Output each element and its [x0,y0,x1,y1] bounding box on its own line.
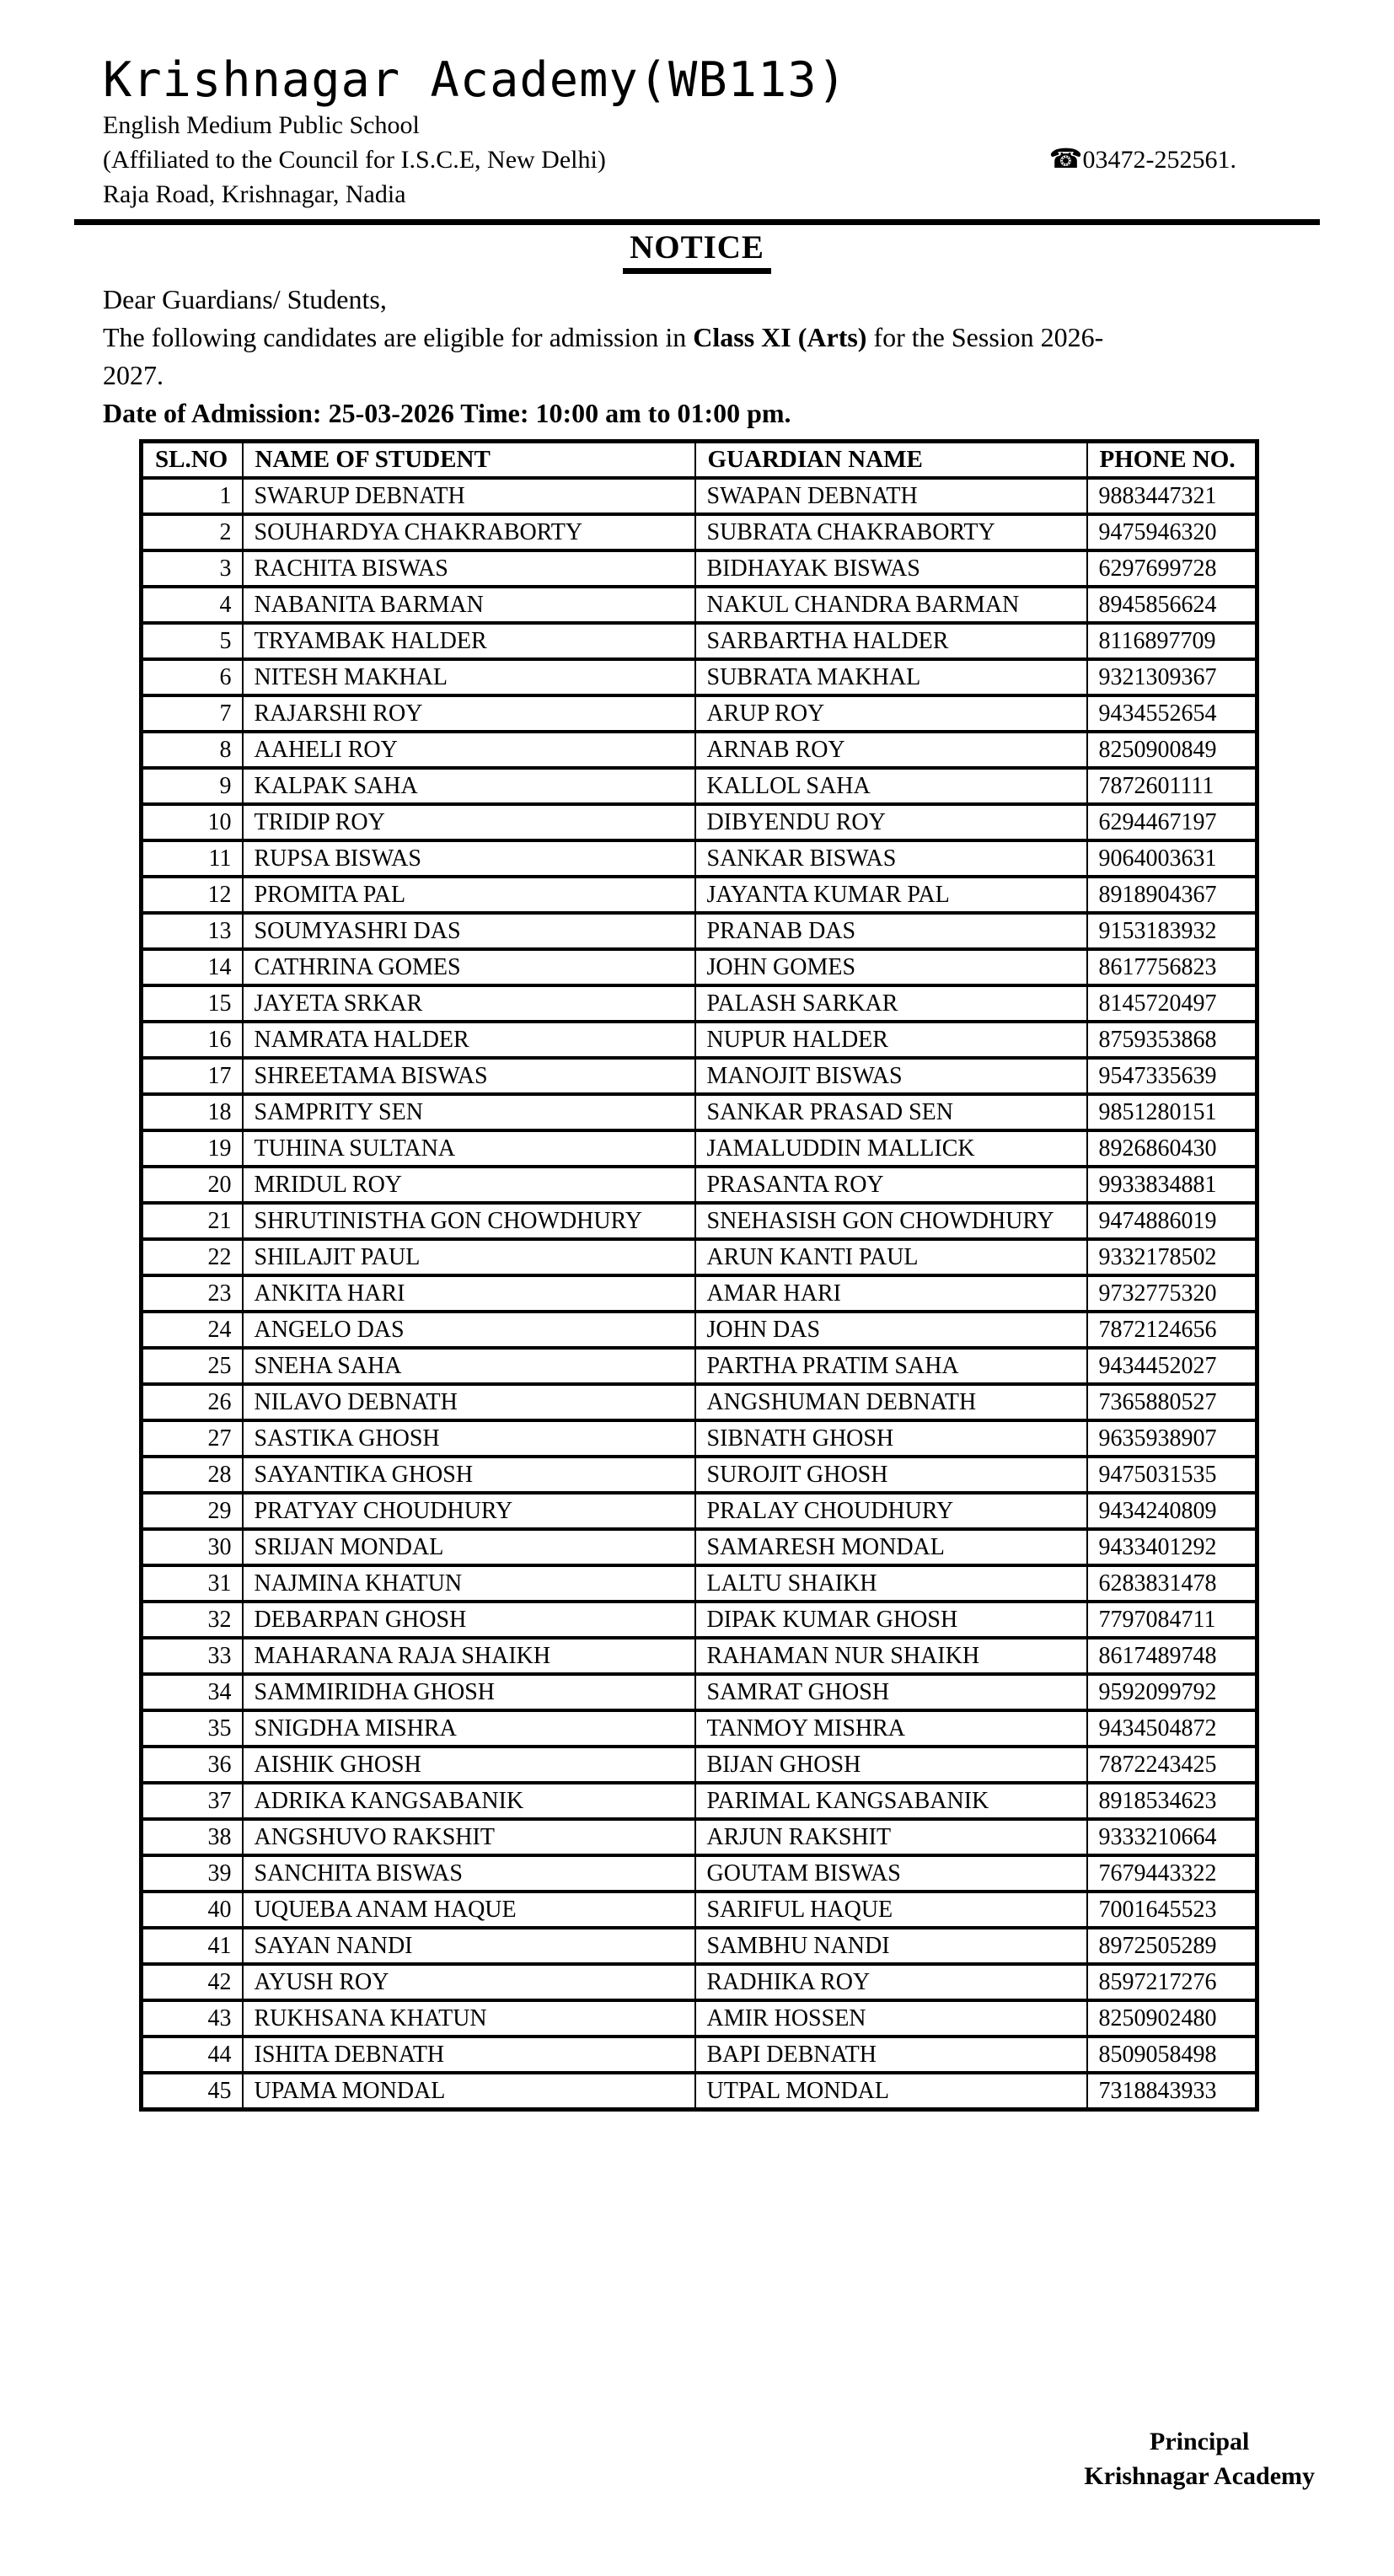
guardian-name-cell: LALTU SHAIKH [695,1565,1087,1602]
phone-cell: 9475031535 [1087,1457,1257,1493]
guardian-name-cell: SAMBHU NANDI [695,1928,1087,1964]
student-name-cell: SRIJAN MONDAL [243,1529,695,1565]
sl-no-cell: 22 [142,1239,243,1275]
guardian-name-cell: NAKUL CHANDRA BARMAN [695,587,1087,623]
guardian-name-cell: SUROJIT GHOSH [695,1457,1087,1493]
student-name-cell: SHREETAMA BISWAS [243,1058,695,1094]
affiliation-row [103,142,1236,177]
student-name-cell: PROMITA PAL [243,877,695,913]
guardian-name-cell: KALLOL SAHA [695,768,1087,804]
table-row [142,1783,1257,1819]
student-name-cell: NAMRATA HALDER [243,1022,695,1058]
sl-no-cell: 24 [142,1312,243,1348]
table-row [142,550,1257,587]
student-name-cell: PRATYAY CHOUDHURY [243,1493,695,1529]
phone-cell: 8759353868 [1087,1022,1257,1058]
intro-suffix: for the Session 2026- [866,322,1104,352]
sl-no-cell: 34 [142,1674,243,1710]
table-header-row [142,442,1257,479]
table-row [142,2037,1257,2073]
guardian-name-cell: SANKAR BISWAS [695,840,1087,877]
phone-cell: 7679443322 [1087,1855,1257,1892]
sl-no-cell: 33 [142,1638,243,1674]
table-row [142,1964,1257,2000]
table-row [142,1239,1257,1275]
phone-cell: 6283831478 [1087,1565,1257,1602]
sl-no-cell: 28 [142,1457,243,1493]
sl-no-cell: 37 [142,1783,243,1819]
school-address: Raja Road, Krishnagar, Nadia [103,180,406,208]
phone-cell: 9635938907 [1087,1420,1257,1457]
table-row [142,1384,1257,1420]
header-divider [74,219,1320,225]
sl-no-cell: 35 [142,1710,243,1747]
guardian-name-cell: RAHAMAN NUR SHAIKH [695,1638,1087,1674]
student-name-cell: MAHARANA RAJA SHAIKH [243,1638,695,1674]
intro-line2: 2027. [103,360,164,390]
student-name-cell: SOUMYASHRI DAS [243,913,695,949]
student-name-cell: ADRIKA KANGSABANIK [243,1783,695,1819]
student-name-cell: UPAMA MONDAL [243,2073,695,2110]
column-header-guardian-name: GUARDIAN NAME [695,442,1087,479]
intro-prefix: The following candidates are eligible for admission in [103,322,694,352]
sl-no-cell: 19 [142,1130,243,1167]
student-name-cell: RACHITA BISWAS [243,550,695,587]
phone-cell: 7872124656 [1087,1312,1257,1348]
table-row [142,659,1257,695]
phone-cell: 9434552654 [1087,695,1257,732]
table-row [142,1819,1257,1855]
guardian-name-cell: PARTHA PRATIM SAHA [695,1348,1087,1384]
table-row [142,623,1257,659]
phone-cell: 8145720497 [1087,985,1257,1022]
signatory-org: Krishnagar Academy [1084,2462,1315,2490]
phone-cell: 9321309367 [1087,659,1257,695]
phone-cell: 9475946320 [1087,514,1257,550]
table-row [142,1275,1257,1312]
sl-no-cell: 5 [142,623,243,659]
guardian-name-cell: BIDHAYAK BISWAS [695,550,1087,587]
sl-no-cell: 10 [142,804,243,840]
guardian-name-cell: SNEHASISH GON CHOWDHURY [695,1203,1087,1239]
school-phone [1049,142,1236,174]
affiliation-text: (Affiliated to the Council for I.S.C.E, New Delhi) [103,146,606,174]
guardian-name-cell: BAPI DEBNATH [695,2037,1087,2073]
sl-no-cell: 30 [142,1529,243,1565]
phone-cell: 9333210664 [1087,1819,1257,1855]
table-row [142,1602,1257,1638]
table-row [142,1855,1257,1892]
telephone-icon: ☎ [1048,143,1083,174]
guardian-name-cell: RADHIKA ROY [695,1964,1087,2000]
phone-cell: 9434452027 [1087,1348,1257,1384]
intro-bold-class: Class XI (Arts) [693,322,867,352]
notice-body [103,281,1316,432]
sl-no-cell: 41 [142,1928,243,1964]
phone-cell: 9434504872 [1087,1710,1257,1747]
table-row [142,1130,1257,1167]
guardian-name-cell: SAMRAT GHOSH [695,1674,1087,1710]
table-row [142,1493,1257,1529]
phone-cell: 8597217276 [1087,1964,1257,2000]
phone-cell: 6297699728 [1087,550,1257,587]
student-name-cell: AAHELI ROY [243,732,695,768]
student-name-cell: TRYAMBAK HALDER [243,623,695,659]
sl-no-cell: 4 [142,587,243,623]
student-name-cell: AISHIK GHOSH [243,1747,695,1783]
admission-date-line: Date of Admission: 25-03-2026 Time: 10:00 am to 01:00 pm. [103,398,791,428]
phone-cell: 8250902480 [1087,2000,1257,2037]
guardian-name-cell: DIPAK KUMAR GHOSH [695,1602,1087,1638]
phone-cell: 7872243425 [1087,1747,1257,1783]
student-name-cell: SAMMIRIDHA GHOSH [243,1674,695,1710]
guardian-name-cell: SIBNATH GHOSH [695,1420,1087,1457]
student-name-cell: SAYAN NANDI [243,1928,695,1964]
notice-title: NOTICE [623,228,771,274]
sl-no-cell: 29 [142,1493,243,1529]
signature-block [1084,2424,1315,2493]
school-type: English Medium Public School [103,111,420,139]
guardian-name-cell: PRANAB DAS [695,913,1087,949]
guardian-name-cell: NUPUR HALDER [695,1022,1087,1058]
student-name-cell: ANGSHUVO RAKSHIT [243,1819,695,1855]
student-name-cell: MRIDUL ROY [243,1167,695,1203]
sl-no-cell: 42 [142,1964,243,2000]
sl-no-cell: 40 [142,1892,243,1928]
table-row [142,1022,1257,1058]
column-header-student-name: NAME OF STUDENT [243,442,695,479]
phone-cell: 9547335639 [1087,1058,1257,1094]
sl-no-cell: 3 [142,550,243,587]
sl-no-cell: 13 [142,913,243,949]
student-name-cell: SANCHITA BISWAS [243,1855,695,1892]
school-name: Krishnagar Academy(WB113) [103,52,847,108]
guardian-name-cell: SUBRATA CHAKRABORTY [695,514,1087,550]
phone-cell: 9434240809 [1087,1493,1257,1529]
sl-no-cell: 14 [142,949,243,985]
student-name-cell: NILAVO DEBNATH [243,1384,695,1420]
guardian-name-cell: ARUP ROY [695,695,1087,732]
student-name-cell: NABANITA BARMAN [243,587,695,623]
phone-cell: 9732775320 [1087,1275,1257,1312]
sl-no-cell: 44 [142,2037,243,2073]
sl-no-cell: 36 [142,1747,243,1783]
sl-no-cell: 17 [142,1058,243,1094]
sl-no-cell: 38 [142,1819,243,1855]
table-row [142,1167,1257,1203]
student-name-cell: SAMPRITY SEN [243,1094,695,1130]
table-row [142,1674,1257,1710]
phone-cell: 8926860430 [1087,1130,1257,1167]
student-name-cell: SOUHARDYA CHAKRABORTY [243,514,695,550]
guardian-name-cell: SANKAR PRASAD SEN [695,1094,1087,1130]
sl-no-cell: 15 [142,985,243,1022]
table-row [142,913,1257,949]
student-name-cell: RUPSA BISWAS [243,840,695,877]
phone-cell: 9064003631 [1087,840,1257,877]
table-row [142,768,1257,804]
table-row [142,1710,1257,1747]
sl-no-cell: 11 [142,840,243,877]
table-row [142,732,1257,768]
guardian-name-cell: AMIR HOSSEN [695,2000,1087,2037]
column-header-slno: SL.NO [142,442,243,479]
sl-no-cell: 25 [142,1348,243,1384]
guardian-name-cell: ANGSHUMAN DEBNATH [695,1384,1087,1420]
phone-cell: 8116897709 [1087,623,1257,659]
table-row [142,2000,1257,2037]
notice-title-wrap [74,228,1320,274]
sl-no-cell: 26 [142,1384,243,1420]
phone-cell: 8250900849 [1087,732,1257,768]
student-name-cell: SNIGDHA MISHRA [243,1710,695,1747]
table-row [142,877,1257,913]
guardian-name-cell: JOHN DAS [695,1312,1087,1348]
sl-no-cell: 31 [142,1565,243,1602]
guardian-name-cell: JAYANTA KUMAR PAL [695,877,1087,913]
phone-cell: 7318843933 [1087,2073,1257,2110]
student-name-cell: JAYETA SRKAR [243,985,695,1022]
students-table [139,439,1259,2112]
phone-cell: 9933834881 [1087,1167,1257,1203]
student-name-cell: TRIDIP ROY [243,804,695,840]
phone-number: 03472-252561. [1082,146,1236,174]
table-row [142,1529,1257,1565]
table-row [142,1058,1257,1094]
sl-no-cell: 6 [142,659,243,695]
student-name-cell: RUKHSANA KHATUN [243,2000,695,2037]
phone-cell: 9883447321 [1087,478,1257,514]
guardian-name-cell: PARIMAL KANGSABANIK [695,1783,1087,1819]
sl-no-cell: 1 [142,478,243,514]
phone-cell: 6294467197 [1087,804,1257,840]
guardian-name-cell: ARJUN RAKSHIT [695,1819,1087,1855]
intro-paragraph [103,319,1316,394]
table-row [142,1928,1257,1964]
student-name-cell: NITESH MAKHAL [243,659,695,695]
student-name-cell: SAYANTIKA GHOSH [243,1457,695,1493]
sl-no-cell: 7 [142,695,243,732]
sl-no-cell: 20 [142,1167,243,1203]
guardian-name-cell: PRALAY CHOUDHURY [695,1493,1087,1529]
table-row [142,840,1257,877]
table-row [142,1638,1257,1674]
sl-no-cell: 45 [142,2073,243,2110]
phone-cell: 9153183932 [1087,913,1257,949]
guardian-name-cell: SARIFUL HAQUE [695,1892,1087,1928]
table-row [142,949,1257,985]
guardian-name-cell: UTPAL MONDAL [695,2073,1087,2110]
salutation: Dear Guardians/ Students, [103,284,387,314]
student-name-cell: KALPAK SAHA [243,768,695,804]
guardian-name-cell: SUBRATA MAKHAL [695,659,1087,695]
table-row [142,695,1257,732]
student-name-cell: RAJARSHI ROY [243,695,695,732]
signatory-title: Principal [1150,2428,1250,2455]
guardian-name-cell: SWAPAN DEBNATH [695,478,1087,514]
guardian-name-cell: JAMALUDDIN MALLICK [695,1130,1087,1167]
student-name-cell: ANKITA HARI [243,1275,695,1312]
table-row [142,804,1257,840]
sl-no-cell: 9 [142,768,243,804]
phone-cell: 9474886019 [1087,1203,1257,1239]
sl-no-cell: 23 [142,1275,243,1312]
table-row [142,1312,1257,1348]
phone-cell: 8509058498 [1087,2037,1257,2073]
sl-no-cell: 21 [142,1203,243,1239]
phone-cell: 8945856624 [1087,587,1257,623]
student-table-body [142,478,1257,2110]
student-name-cell: ISHITA DEBNATH [243,2037,695,2073]
guardian-name-cell: DIBYENDU ROY [695,804,1087,840]
student-name-cell: AYUSH ROY [243,1964,695,2000]
table-row [142,587,1257,623]
phone-cell: 9332178502 [1087,1239,1257,1275]
sl-no-cell: 8 [142,732,243,768]
sl-no-cell: 12 [142,877,243,913]
table-row [142,514,1257,550]
guardian-name-cell: GOUTAM BISWAS [695,1855,1087,1892]
sl-no-cell: 16 [142,1022,243,1058]
student-name-cell: NAJMINA KHATUN [243,1565,695,1602]
sl-no-cell: 39 [142,1855,243,1892]
guardian-name-cell: ARUN KANTI PAUL [695,1239,1087,1275]
student-name-cell: SHILAJIT PAUL [243,1239,695,1275]
guardian-name-cell: ARNAB ROY [695,732,1087,768]
phone-cell: 7365880527 [1087,1384,1257,1420]
sl-no-cell: 32 [142,1602,243,1638]
student-name-cell: SWARUP DEBNATH [243,478,695,514]
student-name-cell: SHRUTINISTHA GON CHOWDHURY [243,1203,695,1239]
phone-cell: 8918534623 [1087,1783,1257,1819]
table-row [142,1420,1257,1457]
phone-cell: 8918904367 [1087,877,1257,913]
student-name-cell: SNEHA SAHA [243,1348,695,1384]
guardian-name-cell: PRASANTA ROY [695,1167,1087,1203]
table-row [142,1094,1257,1130]
sl-no-cell: 18 [142,1094,243,1130]
table-row [142,1892,1257,1928]
phone-cell: 9851280151 [1087,1094,1257,1130]
guardian-name-cell: MANOJIT BISWAS [695,1058,1087,1094]
phone-cell: 8617756823 [1087,949,1257,985]
guardian-name-cell: AMAR HARI [695,1275,1087,1312]
student-name-cell: CATHRINA GOMES [243,949,695,985]
table-row [142,1747,1257,1783]
phone-cell: 8617489748 [1087,1638,1257,1674]
phone-cell: 9433401292 [1087,1529,1257,1565]
student-name-cell: UQUEBA ANAM HAQUE [243,1892,695,1928]
phone-cell: 8972505289 [1087,1928,1257,1964]
student-name-cell: TUHINA SULTANA [243,1130,695,1167]
table-row [142,1203,1257,1239]
guardian-name-cell: PALASH SARKAR [695,985,1087,1022]
guardian-name-cell: SAMARESH MONDAL [695,1529,1087,1565]
student-name-cell: SASTIKA GHOSH [243,1420,695,1457]
table-row [142,1457,1257,1493]
guardian-name-cell: TANMOY MISHRA [695,1710,1087,1747]
guardian-name-cell: JOHN GOMES [695,949,1087,985]
phone-cell: 7872601111 [1087,768,1257,804]
sl-no-cell: 2 [142,514,243,550]
student-name-cell: DEBARPAN GHOSH [243,1602,695,1638]
guardian-name-cell: SARBARTHA HALDER [695,623,1087,659]
guardian-name-cell: BIJAN GHOSH [695,1747,1087,1783]
sl-no-cell: 43 [142,2000,243,2037]
table-row [142,2073,1257,2110]
table-row [142,1348,1257,1384]
phone-cell: 7797084711 [1087,1602,1257,1638]
student-name-cell: ANGELO DAS [243,1312,695,1348]
column-header-phone: PHONE NO. [1087,442,1257,479]
phone-cell: 7001645523 [1087,1892,1257,1928]
table-row [142,478,1257,514]
table-row [142,1565,1257,1602]
table-row [142,985,1257,1022]
sl-no-cell: 27 [142,1420,243,1457]
phone-cell: 9592099792 [1087,1674,1257,1710]
